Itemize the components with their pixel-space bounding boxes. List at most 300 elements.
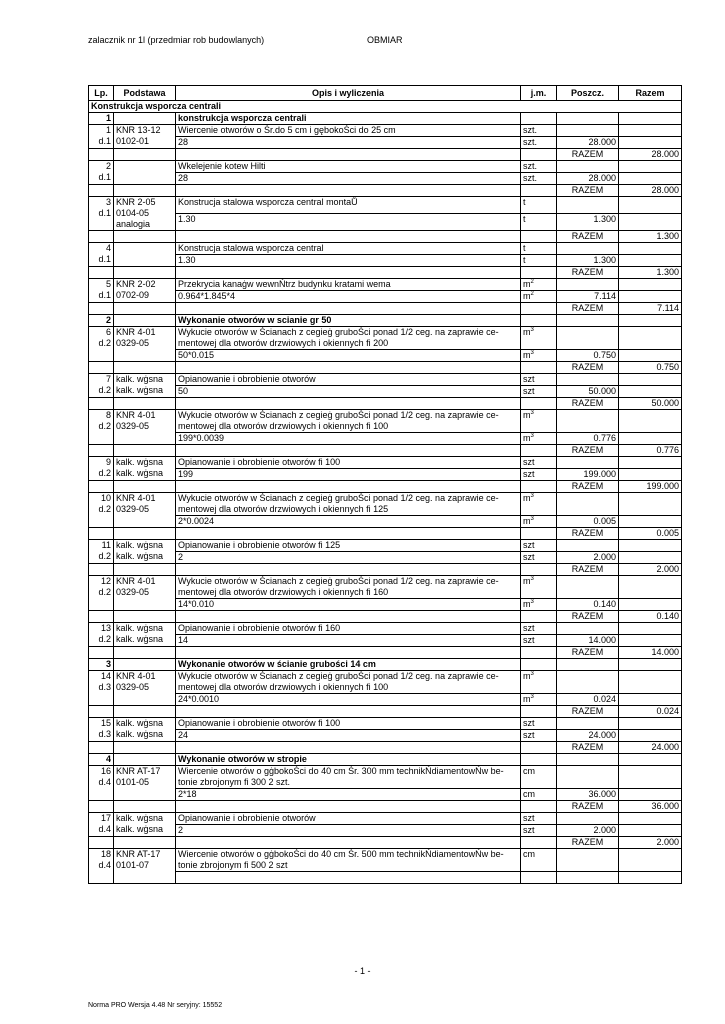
item-basis [114,374,176,398]
item-razem-empty [619,125,682,137]
unit-label: $m^3$ [523,410,534,420]
item-lp-ref: d.2 [98,587,111,597]
razem-empty [176,398,521,410]
item-basis [114,813,176,837]
razem-empty [89,185,114,197]
section-title: Konstrukcja wsporcza centrali [89,101,682,113]
razem-row [89,362,682,374]
item-basis-line: 0101-05 [116,777,150,787]
calc-poszcz-value: 1.300 [557,255,619,267]
razem-row [89,801,682,813]
item-lp-number: 10 [100,493,111,503]
razem-empty [114,706,176,718]
calc-poszcz-value: 0.005 [557,516,619,528]
calc-unit: szt [521,552,557,564]
item-description-line: Opianowanie i obrobienie otworów fi 100 [178,457,341,467]
group-empty-cell [557,315,619,327]
calc-expression-text: 2 [178,552,184,562]
razem-empty [114,564,176,576]
razem-value: 50.000 [619,398,682,410]
group-title: Wykonanie otworów w stropie [176,754,521,766]
item-lp [89,410,114,445]
calc-expression-text: 199*0.0039 [178,433,225,443]
calc-razem-empty [619,635,682,647]
calc-poszcz-value: 199.000 [557,469,619,481]
razem-empty [521,231,557,243]
razem-empty [114,267,176,279]
group-empty-cell [521,659,557,671]
calc-razem-empty [619,386,682,398]
item-description [176,813,521,825]
item-basis [114,410,176,445]
item-poszcz-empty [557,718,619,730]
razem-label: RAZEM [557,528,619,540]
calc-poszcz-value [557,872,619,884]
calc-poszcz-value: 24.000 [557,730,619,742]
razem-empty [521,362,557,374]
item-unit: szt [521,813,557,825]
razem-empty [176,801,521,813]
calc-razem-empty [619,291,682,303]
razem-empty [521,742,557,754]
calc-unit: szt [521,386,557,398]
item-lp-number: 4 [105,243,111,253]
razem-empty [114,398,176,410]
item-razem-empty [619,623,682,635]
calc-expression [176,730,521,742]
calc-unit: szt [521,730,557,742]
calc-poszcz-value: 0.776 [557,433,619,445]
item-poszcz-empty [557,410,619,433]
software-version: Norma PRO Wersja 4.48 Nr seryjny: 15552 [88,1002,223,1009]
item-basis [114,243,176,267]
item-basis [114,766,176,801]
razem-value: 28.000 [619,185,682,197]
calc-expression [176,173,521,185]
item-poszcz-empty [557,813,619,825]
item-razem-empty [619,718,682,730]
item-lp-number: 17 [100,813,111,823]
item-lp [89,125,114,149]
item-lp-ref: d.1 [98,254,111,264]
item-lp [89,718,114,742]
item-basis-line: KNR 2-02 [116,279,156,289]
item-unit: szt [521,457,557,469]
calc-row [89,350,682,362]
calc-expression-text: 2*0.0024 [178,516,215,526]
razem-row [89,303,682,315]
group-row [89,754,682,766]
razem-empty [521,564,557,576]
razem-value: 0.140 [619,611,682,623]
calc-poszcz-value: 28.000 [557,137,619,149]
razem-value: 36.000 [619,801,682,813]
calc-razem-empty [619,599,682,611]
item-unit [521,576,557,599]
razem-label: RAZEM [557,267,619,279]
group-empty-cell [114,659,176,671]
item-lp-number: 8 [105,410,111,420]
calc-poszcz-value: 0.750 [557,350,619,362]
razem-value: 28.000 [619,149,682,161]
razem-empty [89,742,114,754]
razem-empty [521,445,557,457]
item-razem-empty [619,279,682,291]
calc-unit: szt [521,635,557,647]
razem-row [89,267,682,279]
razem-row [89,647,682,659]
calc-poszcz-value: 0.024 [557,694,619,706]
item-razem-empty [619,493,682,516]
item-lp [89,813,114,837]
calc-expression-text: 1.30 [178,255,196,265]
item-row [89,623,682,635]
item-unit [521,279,557,291]
calc-expression [176,255,521,267]
razem-row [89,398,682,410]
item-row [89,493,682,516]
razem-empty [176,528,521,540]
item-description [176,279,521,291]
calc-row [89,386,682,398]
item-unit: szt [521,718,557,730]
item-lp-ref: d.1 [98,172,111,182]
razem-value: 0.024 [619,706,682,718]
razem-row [89,231,682,243]
razem-label: RAZEM [557,706,619,718]
item-row [89,410,682,433]
item-description [176,410,521,433]
item-basis-line: analogia [116,219,151,229]
calc-expression [176,694,521,706]
calc-expression [176,469,521,481]
unit-label: $m^3$ [523,599,534,609]
calc-row [89,730,682,742]
calc-row [89,789,682,801]
item-basis-line: kalk. wġsna [116,540,164,550]
razem-row [89,706,682,718]
razem-row [89,185,682,197]
section-title-row [89,101,682,113]
item-basis [114,125,176,149]
razem-value: 199.000 [619,481,682,493]
item-razem-empty [619,327,682,350]
item-basis [114,327,176,362]
unit-label: $m^3$ [523,576,534,586]
razem-empty [176,837,521,849]
calc-razem-empty [619,730,682,742]
calc-expression-text: 50 [178,386,189,396]
calc-poszcz-value: 28.000 [557,173,619,185]
item-description [176,718,521,730]
razem-empty [176,362,521,374]
calc-expression [176,433,521,445]
item-unit: t [521,243,557,255]
razem-empty [89,303,114,315]
item-lp-ref: d.2 [98,338,111,348]
item-lp [89,197,114,231]
razem-empty [176,706,521,718]
item-row [89,540,682,552]
item-description [176,197,521,214]
calc-unit: szt [521,825,557,837]
group-empty-cell [619,315,682,327]
group-empty-cell [557,754,619,766]
razem-label: RAZEM [557,742,619,754]
item-row [89,327,682,350]
item-basis-line: 0702-09 [116,290,150,300]
unit-label: $m^2$ [523,291,534,301]
item-poszcz-empty [557,197,619,214]
item-description-line: mentowej dla otworów drzwiowych i okiennych fi 160 [178,587,389,597]
item-description-line: Wiercenie otworów o gġbokoŚci do 40 cm Śr. 300 mm technikŃdiamentowŃw be- [178,766,504,776]
item-basis-line: kalk. wġsna [116,813,164,823]
group-empty-cell [619,113,682,125]
unit-label: $m^3$ [523,493,534,503]
item-row [89,849,682,872]
calc-expression-text: 28 [178,173,189,183]
calc-razem-empty [619,789,682,801]
razem-label: RAZEM [557,801,619,813]
item-basis-line: KNR 4-01 [116,576,156,586]
calc-expression [176,386,521,398]
group-number: 2 [89,315,114,327]
calc-unit: cm [521,789,557,801]
calc-razem-empty [619,872,682,884]
item-basis-line: 0329-05 [116,338,150,348]
item-description-line: mentowej dla otworów drzwiowych i okiennych fi 100 [178,682,389,692]
item-description [176,161,521,173]
razem-row [89,149,682,161]
group-empty-cell [114,754,176,766]
calc-expression [176,214,521,231]
item-lp-ref: d.2 [98,468,111,478]
item-description [176,374,521,386]
calc-row [89,255,682,267]
unit-label: $m^2$ [523,279,534,289]
item-razem-empty [619,374,682,386]
razem-empty [89,611,114,623]
calc-poszcz-value: 1.300 [557,214,619,231]
item-lp-number: 6 [105,327,111,337]
razem-empty [176,611,521,623]
item-description [176,493,521,516]
razem-empty [114,149,176,161]
calc-expression-text: 28 [178,137,189,147]
calc-razem-empty [619,350,682,362]
item-razem-empty [619,410,682,433]
item-poszcz-empty [557,161,619,173]
group-title: Wykonanie otworów w scianie gr 50 [176,315,521,327]
calc-row [89,552,682,564]
razem-row [89,742,682,754]
unit-label: $m^3$ [523,327,534,337]
item-razem-empty [619,197,682,214]
item-poszcz-empty [557,849,619,872]
item-description-line: tonie zbrojonym fi 500 2 szt [178,860,288,870]
razem-empty [114,742,176,754]
item-unit: szt. [521,125,557,137]
item-lp [89,766,114,801]
calc-razem-empty [619,694,682,706]
item-description-line: Wykucie otworów w Ścianach z cegieġ gruboŚci ponad 1/2 ceg. na zaprawie ce- [178,671,499,681]
item-razem-empty [619,243,682,255]
razem-empty [521,528,557,540]
razem-empty [89,398,114,410]
item-lp [89,243,114,267]
item-lp-number: 16 [100,766,111,776]
calc-unit [521,599,557,611]
item-lp-number: 12 [100,576,111,586]
group-title: Wykonanie otworów w ścianie grubości 14 cm [176,659,521,671]
item-basis-line: kalk. wġsna [116,551,164,561]
item-row [89,766,682,789]
calc-expression [176,516,521,528]
razem-value: 0.005 [619,528,682,540]
calc-expression-text: 24 [178,730,189,740]
item-description [176,243,521,255]
razem-label: RAZEM [557,481,619,493]
item-lp [89,279,114,303]
col-header-podstawa: Podstawa [114,86,176,101]
item-description-line: Konstrucja stalowa wsporcza central montaŮ [178,197,358,207]
calc-expression-text: 14 [178,635,189,645]
item-basis-line: kalk. wġsna [116,385,164,395]
razem-empty [521,611,557,623]
item-lp [89,327,114,362]
calc-razem-empty [619,173,682,185]
item-basis-line: kalk. wġsna [116,457,164,467]
calc-razem-empty [619,214,682,231]
item-lp-ref: d.2 [98,385,111,395]
item-basis [114,197,176,231]
item-poszcz-empty [557,327,619,350]
item-description [176,457,521,469]
calc-row [89,872,682,884]
razem-empty [114,362,176,374]
group-empty-cell [557,113,619,125]
razem-empty [114,185,176,197]
razem-value: 1.300 [619,231,682,243]
item-basis-line: kalk. wġsna [116,374,164,384]
item-lp-number: 15 [100,718,111,728]
razem-empty [114,231,176,243]
razem-empty [176,564,521,576]
razem-empty [89,706,114,718]
item-lp-ref: d.4 [98,777,111,787]
item-description-line: Wykucie otworów w Ścianach z cegieġ gruboŚci ponad 1/2 ceg. na zaprawie ce- [178,327,499,337]
item-razem-empty [619,161,682,173]
item-basis-line: KNR 4-01 [116,493,156,503]
item-unit [521,671,557,694]
razem-empty [89,481,114,493]
calc-expression [176,552,521,564]
document-header-obmiar: OBMIAR [367,35,403,45]
razem-value: 2.000 [619,564,682,576]
calc-row [89,433,682,445]
item-razem-empty [619,813,682,825]
item-description [176,540,521,552]
razem-row [89,481,682,493]
calc-row [89,635,682,647]
calc-expression-text: 2*18 [178,789,197,799]
group-empty-cell [114,315,176,327]
group-empty-cell [619,659,682,671]
razem-row [89,564,682,576]
item-description-line: Opianowanie i obrobienie otworów fi 100 [178,718,341,728]
item-description [176,849,521,872]
col-header-lp: Lp. [89,86,114,101]
razem-label: RAZEM [557,647,619,659]
razem-label: RAZEM [557,837,619,849]
razem-empty [114,647,176,659]
razem-empty [176,149,521,161]
item-basis-line: KNR AT-17 [116,766,161,776]
item-lp-number: 2 [105,161,111,171]
item-poszcz-empty [557,766,619,789]
calc-unit [521,291,557,303]
razem-empty [521,185,557,197]
razem-value: 0.750 [619,362,682,374]
calc-razem-empty [619,469,682,481]
item-row [89,125,682,137]
calc-poszcz-value: 14.000 [557,635,619,647]
calc-row [89,173,682,185]
item-lp [89,576,114,611]
unit-label: $m^3$ [523,350,534,360]
item-lp-ref: d.1 [98,136,111,146]
page-number: - 1 - [354,966,371,976]
item-razem-empty [619,457,682,469]
col-header-jm: j.m. [521,86,557,101]
razem-empty [89,801,114,813]
razem-value: 2.000 [619,837,682,849]
item-lp [89,374,114,398]
item-description-line: Wiercenie otworów o Śr.do 5 cm i gębokoŚci do 25 cm [178,125,396,135]
razem-empty [176,185,521,197]
razem-label: RAZEM [557,445,619,457]
calc-expression [176,350,521,362]
group-empty-cell [521,315,557,327]
group-empty-cell [557,659,619,671]
calc-row [89,516,682,528]
item-basis-line: KNR AT-17 [116,849,161,859]
item-basis [114,718,176,742]
razem-label: RAZEM [557,149,619,161]
razem-value: 14.000 [619,647,682,659]
calc-unit [521,872,557,884]
item-lp-ref: d.3 [98,729,111,739]
calc-poszcz-value: 36.000 [557,789,619,801]
calc-unit [521,433,557,445]
item-description [176,623,521,635]
item-basis [114,671,176,706]
item-row [89,243,682,255]
razem-label: RAZEM [557,564,619,576]
calc-expression [176,599,521,611]
razem-empty [176,647,521,659]
razem-empty [521,481,557,493]
obmiar-table [88,85,682,884]
item-poszcz-empty [557,493,619,516]
calc-expression-text: 1.30 [178,214,196,224]
item-razem-empty [619,766,682,789]
calc-unit [521,694,557,706]
razem-empty [521,303,557,315]
razem-empty [521,647,557,659]
item-lp-number: 5 [105,279,111,289]
item-basis [114,849,176,884]
